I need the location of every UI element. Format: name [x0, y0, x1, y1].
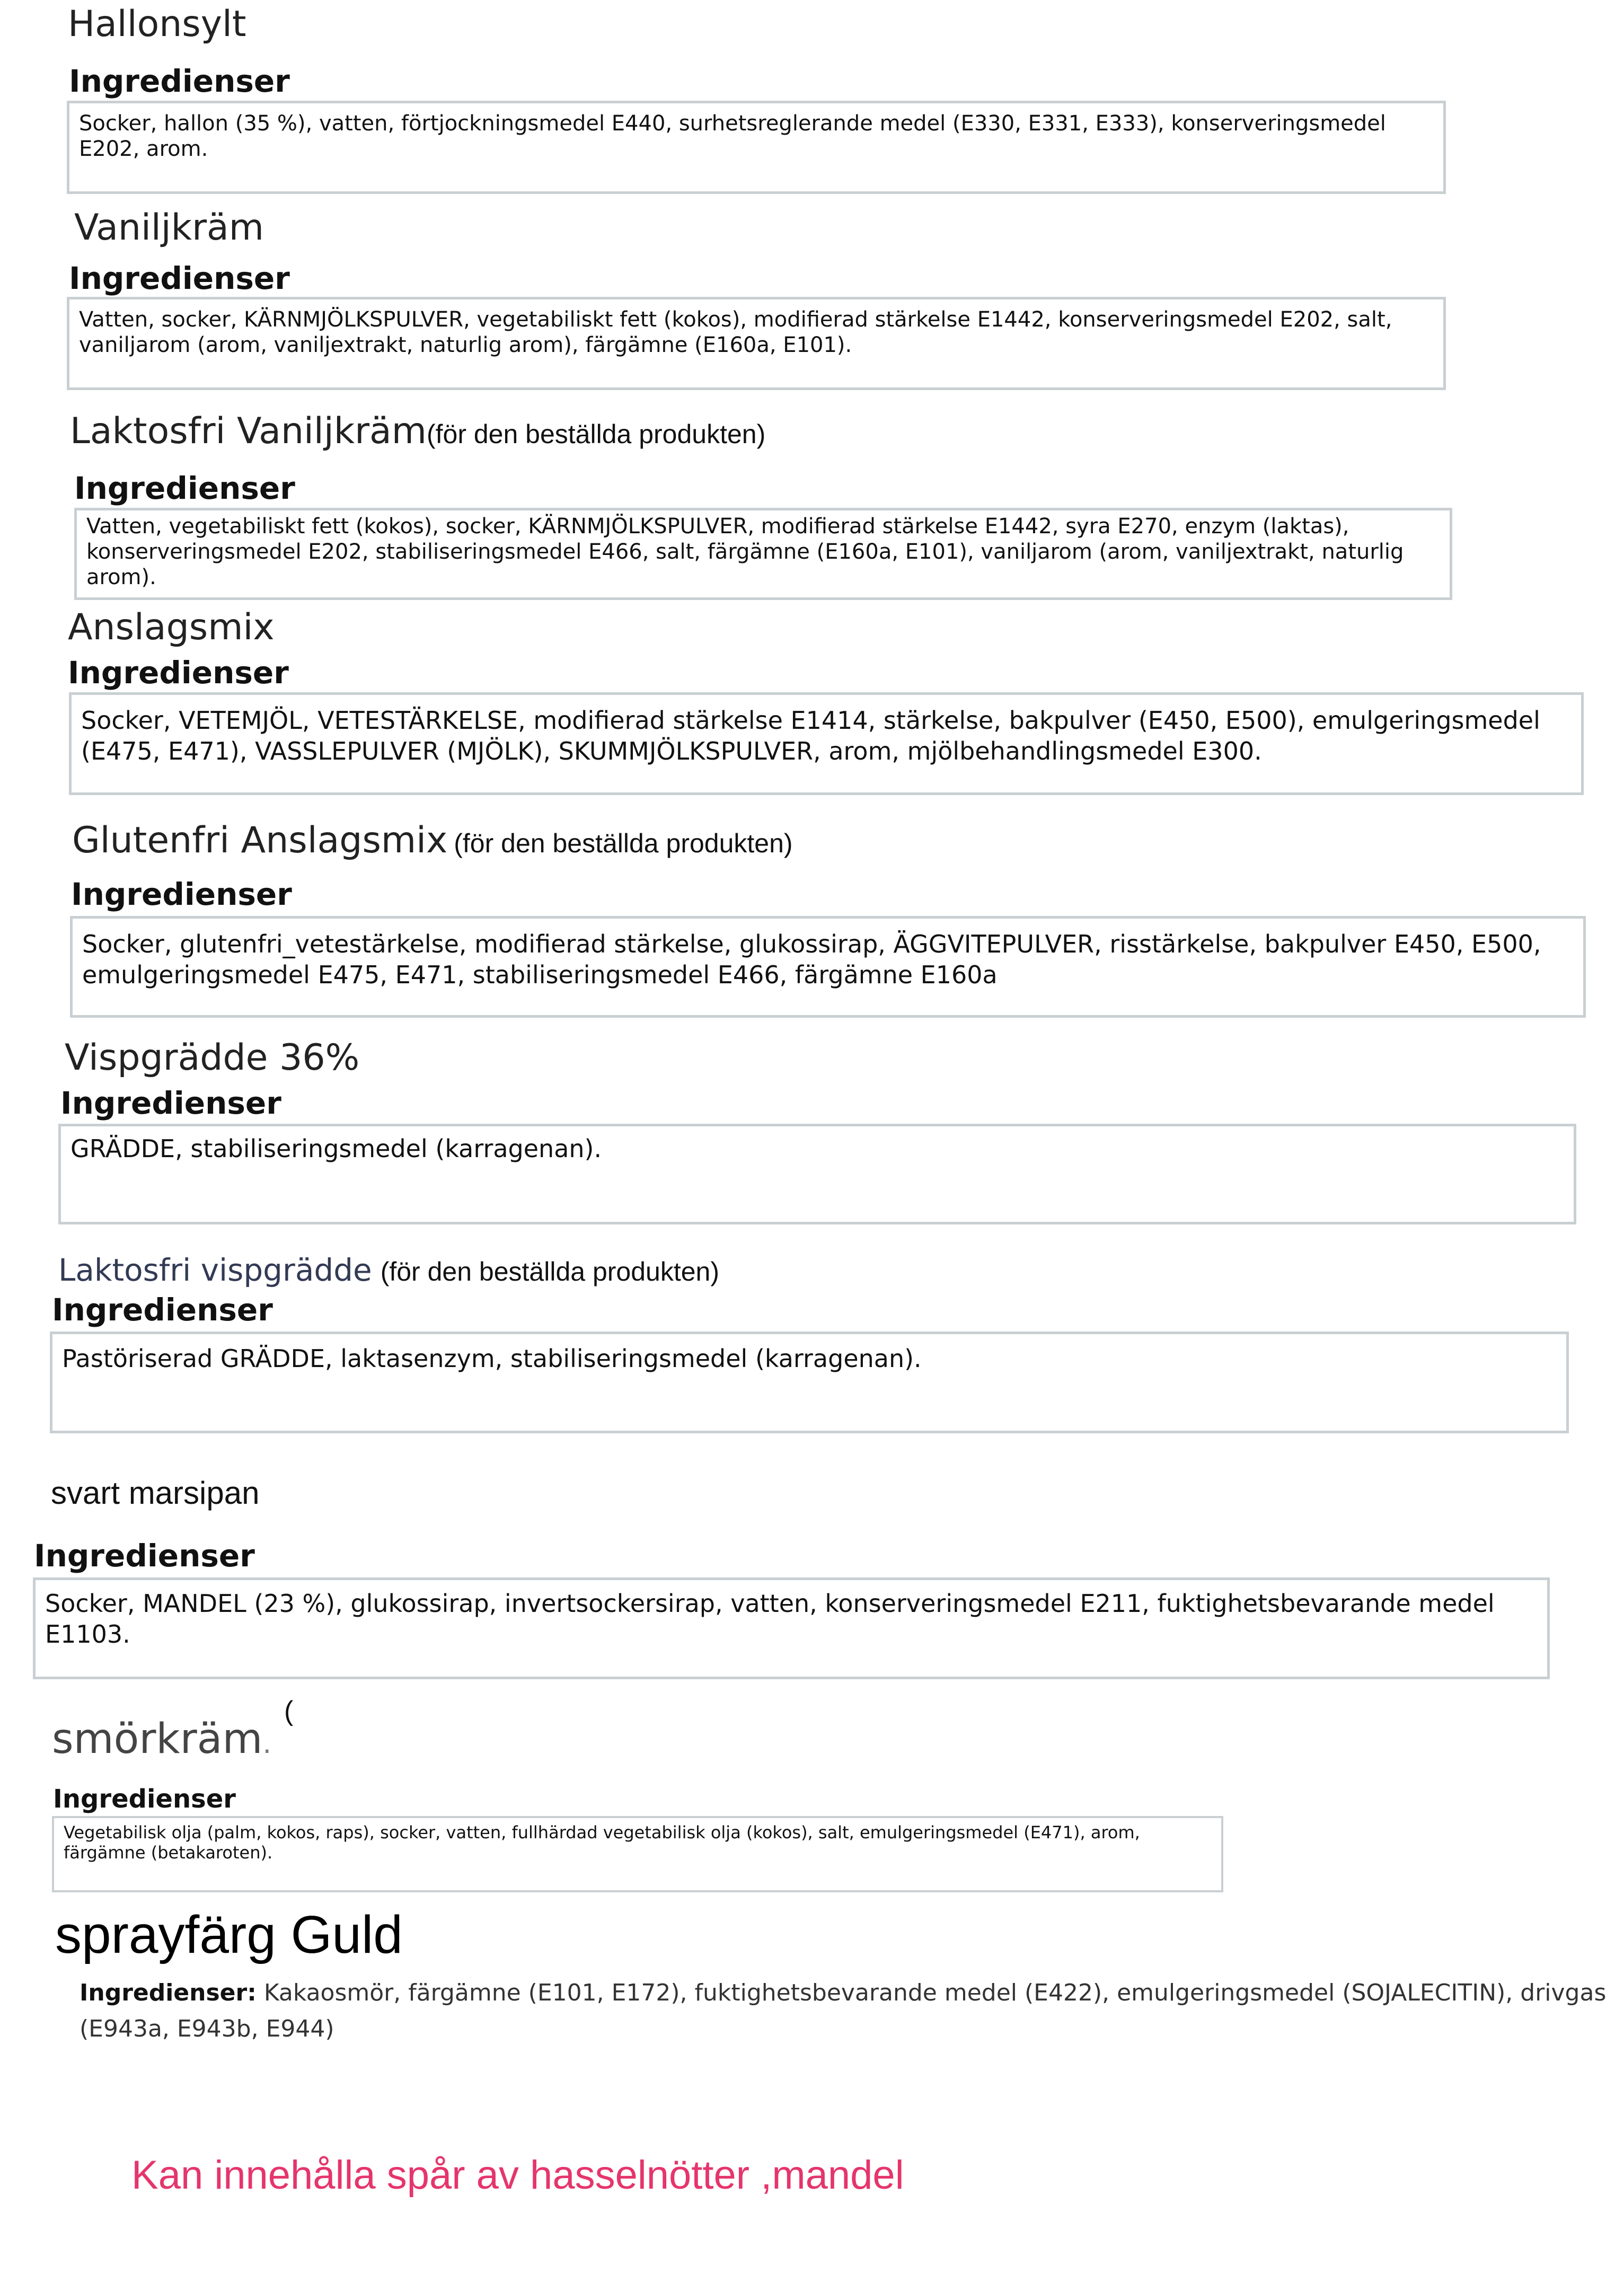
anslagsmix-ingredients-text: Socker, VETEMJÖL, VETESTÄRKELSE, modifierad stärkelse E1414, stärkelse, bakpulver (E450, E500), emulgeringsmedel (E475, E471), VASSLEPULVER (MJÖLK), SKUMMJÖLKSPULVER, arom, mjölbehandlingsmedel E300. — [81, 706, 1540, 765]
laktosfri-vaniljkram-title-text: Laktosfri Vaniljkräm — [70, 410, 427, 452]
svart-marsipan-ingredients-text: Socker, MANDEL (23 %), glukossirap, invertsockersirap, vatten, konserveringsmedel E211, fuktighetsbevarande medel E1103. — [45, 1589, 1495, 1649]
glutenfri-anslagsmix-ingredients-box — [70, 916, 1586, 1018]
glutenfri-anslagsmix-title — [72, 819, 793, 861]
vispgradde-ingredients-box — [58, 1124, 1576, 1224]
anslagsmix-title: Anslagsmix — [68, 606, 275, 648]
hallonsylt-ingredients-heading: Ingredienser — [69, 63, 290, 99]
vaniljkram-title: Vaniljkräm — [74, 207, 264, 249]
vispgradde-ingredients-heading: Ingredienser — [60, 1085, 281, 1121]
glutenfri-anslagsmix-ingredients-text: Socker, glutenfri_vetestärkelse, modifierad stärkelse, glukossirap, ÄGGVITEPULVER, risstärkelse, bakpulver E450, E500, emulgeringsmedel E475, E471, stabiliseringsmedel E466, färgämne E160a — [82, 930, 1541, 989]
allergen-warning: Kan innehålla spår av hasselnötter ,mandel — [131, 2153, 904, 2198]
laktosfri-vaniljkram-ingredients-text: Vatten, vegetabiliskt fett (kokos), socker, KÄRNMJÖLKSPULVER, modifierad stärkelse E1442, syra E270, enzym (laktas), konserveringsmedel E202, stabiliseringsmedel E466, salt, färgämne (E160a, E101), vaniljarom (arom, vaniljextrakt, naturlig arom). — [86, 514, 1404, 589]
svart-marsipan-ingredients-box — [33, 1577, 1550, 1679]
anslagsmix-ingredients-box — [69, 692, 1584, 795]
laktosfri-vaniljkram-ingredients-heading: Ingredienser — [74, 470, 295, 506]
sprayfarg-title: sprayfärg Guld — [55, 1905, 403, 1964]
vispgradde-ingredients-text: GRÄDDE, stabiliseringsmedel (karragenan). — [70, 1134, 602, 1163]
svart-marsipan-title: svart marsipan — [51, 1475, 260, 1511]
sprayfarg-ingredients — [80, 1975, 1611, 2047]
smorkram-title-text: smörkräm — [52, 1715, 263, 1763]
vaniljkram-ingredients-box — [67, 297, 1446, 390]
laktosfri-vaniljkram-note: (för den beställda produkten) — [426, 419, 766, 449]
hallonsylt-title: Hallonsylt — [68, 3, 246, 45]
svart-marsipan-ingredients-heading: Ingredienser — [34, 1538, 255, 1574]
smorkram-ingredients-heading: Ingredienser — [53, 1784, 236, 1814]
laktosfri-vaniljkram-title — [70, 410, 766, 452]
glutenfri-anslagsmix-note: (för den beställda produkten) — [454, 828, 793, 858]
glutenfri-anslagsmix-ingredients-heading: Ingredienser — [71, 876, 292, 912]
anslagsmix-ingredients-heading: Ingredienser — [68, 655, 289, 691]
hallonsylt-ingredients-box — [67, 101, 1446, 194]
vaniljkram-ingredients-text: Vatten, socker, KÄRNMJÖLKSPULVER, vegetabiliskt fett (kokos), modifierad stärkelse E1442, konserveringsmedel E202, salt, vaniljarom (arom, vaniljextrakt, naturlig arom), färgämne (E160a, E101). — [79, 307, 1392, 357]
smorkram-title-suffix: . — [262, 1728, 271, 1760]
laktosfri-vaniljkram-ingredients-box — [74, 508, 1452, 600]
hallonsylt-ingredients-text: Socker, hallon (35 %), vatten, förtjockningsmedel E440, surhetsreglerande medel (E330, E331, E333), konserveringsmedel E202, arom. — [79, 111, 1386, 161]
smorkram-ingredients-box — [52, 1816, 1223, 1892]
laktosfri-vispgradde-ingredients-text: Pastöriserad GRÄDDE, laktasenzym, stabiliseringsmedel (karragenan). — [62, 1344, 922, 1373]
laktosfri-vispgradde-title-text: Laktosfri vispgrädde — [58, 1252, 372, 1288]
laktosfri-vispgradde-ingredients-heading: Ingredienser — [52, 1292, 273, 1328]
vaniljkram-ingredients-heading: Ingredienser — [69, 260, 290, 296]
vispgradde-title: Vispgrädde 36% — [65, 1037, 360, 1079]
glutenfri-anslagsmix-title-text: Glutenfri Anslagsmix — [72, 819, 448, 861]
laktosfri-vispgradde-title — [58, 1252, 719, 1288]
laktosfri-vispgradde-note: (för den beställda produkten) — [380, 1257, 719, 1286]
smorkram-ingredients-text: Vegetabilisk olja (palm, kokos, raps), socker, vatten, fullhärdad vegetabilisk olja (kokos), salt, emulgeringsmedel (E471), arom, färgämne (betakaroten). — [64, 1822, 1140, 1863]
sprayfarg-ingredients-text: Kakaosmör, färgämne (E101, E172), fuktighetsbevarande medel (E422), emulgeringsmedel (SOJALECITIN), drivgas (E943a, E943b, E944) — [80, 1979, 1607, 2043]
laktosfri-vispgradde-ingredients-box — [50, 1332, 1569, 1433]
smorkram-title — [52, 1715, 271, 1763]
sprayfarg-ingredients-heading: Ingredienser: — [80, 1979, 257, 2006]
smorkram-stray-mark: ( — [284, 1696, 294, 1726]
